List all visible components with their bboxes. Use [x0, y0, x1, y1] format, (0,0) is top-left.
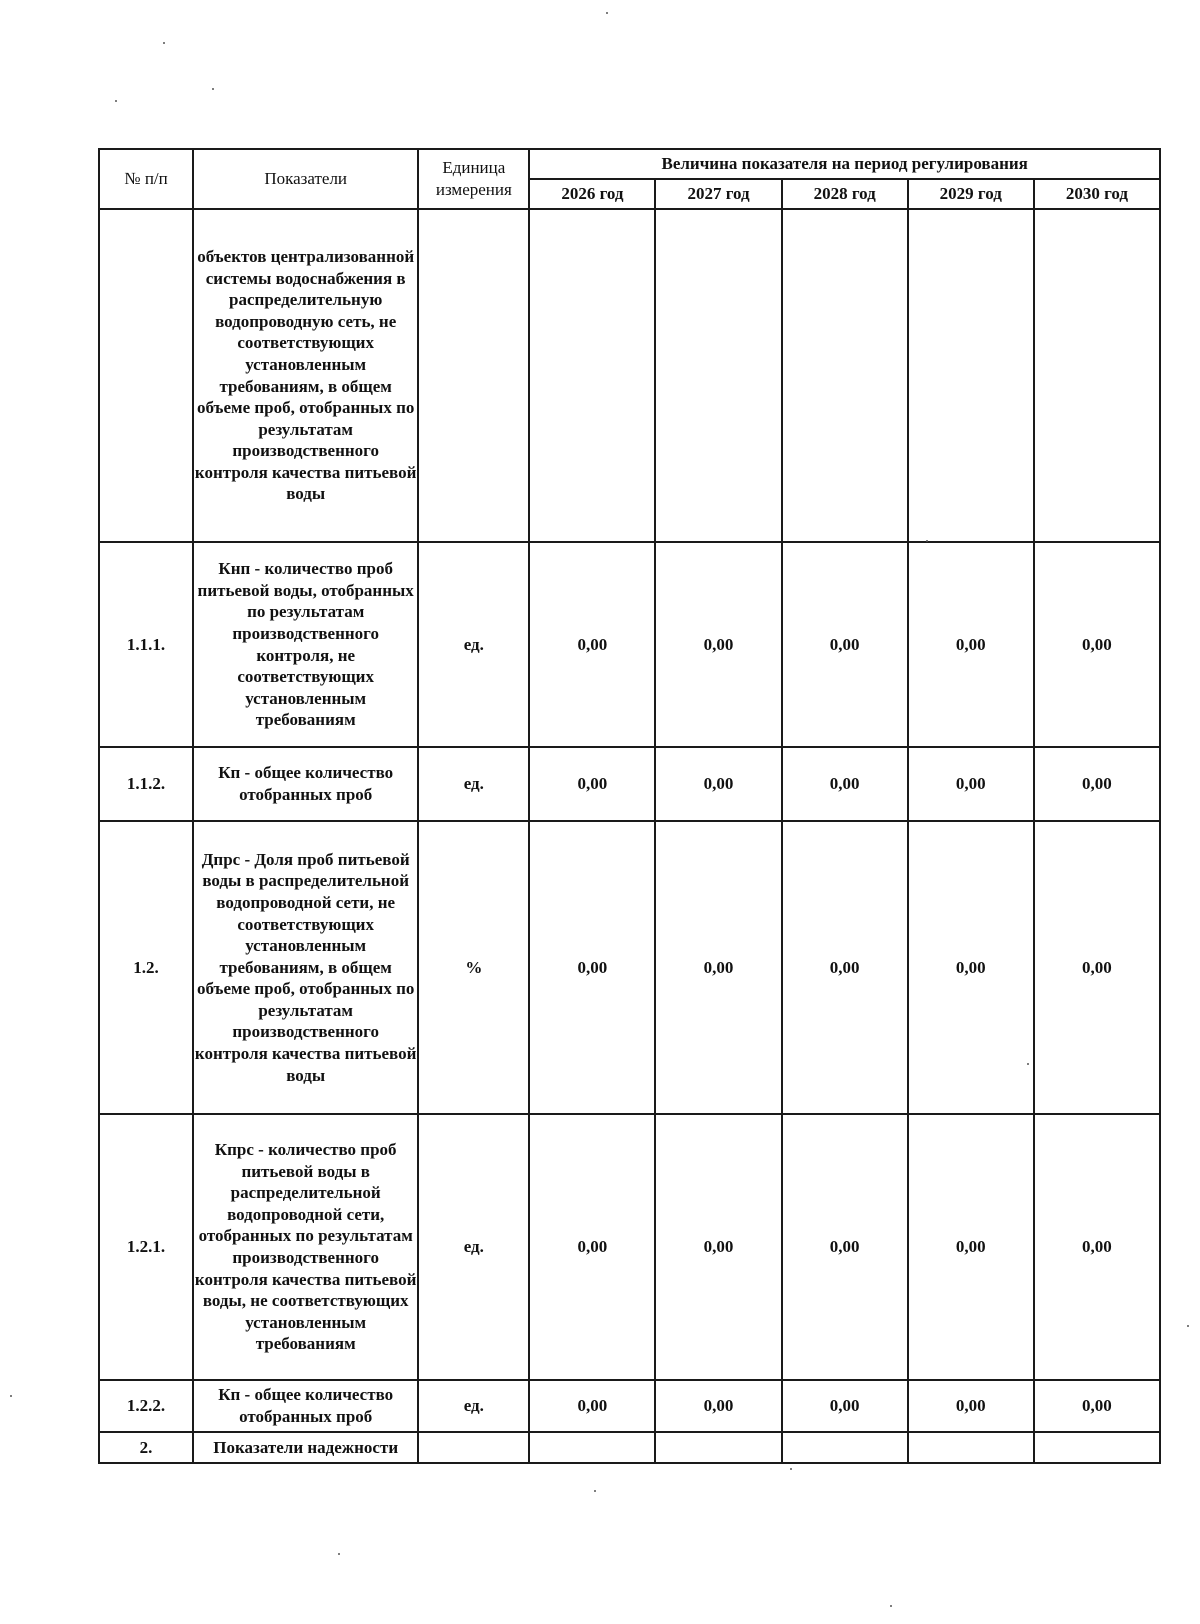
row-number [99, 209, 193, 542]
value-cell: 0,00 [1034, 1114, 1160, 1380]
unit-cell: ед. [418, 542, 529, 747]
value-cell: 0,00 [529, 542, 655, 747]
table-row [99, 542, 1160, 747]
value-cell: 0,00 [782, 747, 908, 821]
row-number: 2. [99, 1432, 193, 1463]
scan-speck [212, 88, 214, 90]
value-cell: 0,00 [655, 542, 781, 747]
value-cell: 0,00 [782, 821, 908, 1114]
indicator-name: объектов централизованной системы водоснабжения в распределительную водопроводную сеть, не соответствующих установленным требованиям, в общем объеме проб, отобранных по результатам производственного контроля качества питьевой воды [193, 209, 418, 542]
scan-speck [594, 1490, 596, 1492]
indicator-name: Кнп - количество проб питьевой воды, отобранных по результатам производственного контроля, не соответствующих установленным требованиям [193, 542, 418, 747]
value-cell [1034, 1432, 1160, 1463]
indicator-name: Показатели надежности [193, 1432, 418, 1463]
table-row [99, 1114, 1160, 1380]
indicator-name: Кпрс - количество проб питьевой воды в распределительной водопроводной сети, отобранных по результатам производственного контроля качества питьевой воды, не соответствующих установленным требованиям [193, 1114, 418, 1380]
row-number: 1.2. [99, 821, 193, 1114]
unit-cell: ед. [418, 1380, 529, 1432]
table-row [99, 1432, 1160, 1463]
value-cell: 0,00 [655, 1114, 781, 1380]
unit-cell [418, 1432, 529, 1463]
unit-cell: ед. [418, 747, 529, 821]
scan-speck [890, 1605, 892, 1607]
value-cell: 0,00 [1034, 747, 1160, 821]
scan-speck [1187, 1325, 1189, 1327]
header-year: 2030 год [1034, 179, 1160, 209]
value-cell: 0,00 [908, 821, 1034, 1114]
unit-cell: ед. [418, 1114, 529, 1380]
value-cell: 0,00 [655, 821, 781, 1114]
row-number: 1.2.1. [99, 1114, 193, 1380]
scan-speck [115, 100, 117, 102]
row-number: 1.2.2. [99, 1380, 193, 1432]
value-cell: 0,00 [1034, 1380, 1160, 1432]
header-year: 2026 год [529, 179, 655, 209]
header-unit: Единица измерения [418, 149, 529, 209]
scan-speck [10, 1395, 12, 1397]
value-cell: 0,00 [908, 1380, 1034, 1432]
value-cell: 0,00 [529, 747, 655, 821]
value-cell [1034, 209, 1160, 542]
table-row [99, 1380, 1160, 1432]
value-cell: 0,00 [529, 1114, 655, 1380]
value-cell: 0,00 [782, 542, 908, 747]
value-cell [655, 1432, 781, 1463]
value-cell: 0,00 [1034, 821, 1160, 1114]
unit-cell [418, 209, 529, 542]
value-cell: 0,00 [782, 1380, 908, 1432]
scan-speck [163, 42, 165, 44]
table-row [99, 209, 1160, 542]
value-cell [529, 209, 655, 542]
row-number: 1.1.1. [99, 542, 193, 747]
table-row [99, 821, 1160, 1114]
value-cell [782, 1432, 908, 1463]
value-cell: 0,00 [908, 542, 1034, 747]
indicator-name: Дпрс - Доля проб питьевой воды в распределительной водопроводной сети, не соответствующих установленным требованиям, в общем объеме проб, отобранных по результатам производственного контроля качества питьевой воды [193, 821, 418, 1114]
value-cell: 0,00 [529, 821, 655, 1114]
table-row [99, 747, 1160, 821]
unit-cell: % [418, 821, 529, 1114]
scan-speck [926, 540, 928, 542]
scan-speck [790, 1468, 792, 1470]
value-cell: 0,00 [908, 1114, 1034, 1380]
scan-speck [606, 12, 608, 14]
header-year: 2028 год [782, 179, 908, 209]
indicator-name: Кп - общее количество отобранных проб [193, 747, 418, 821]
header-year: 2027 год [655, 179, 781, 209]
header-period: Величина показателя на период регулирования [529, 149, 1160, 179]
value-cell: 0,00 [908, 747, 1034, 821]
value-cell: 0,00 [655, 1380, 781, 1432]
header-year: 2029 год [908, 179, 1034, 209]
indicators-table [98, 148, 1161, 1464]
header-row-top [99, 149, 1160, 179]
indicator-name: Кп - общее количество отобранных проб [193, 1380, 418, 1432]
row-number: 1.1.2. [99, 747, 193, 821]
value-cell [908, 1432, 1034, 1463]
value-cell: 0,00 [655, 747, 781, 821]
scan-speck [1027, 1063, 1029, 1065]
value-cell: 0,00 [1034, 542, 1160, 747]
value-cell [655, 209, 781, 542]
header-num: № п/п [99, 149, 193, 209]
value-cell: 0,00 [529, 1380, 655, 1432]
value-cell [908, 209, 1034, 542]
value-cell: 0,00 [782, 1114, 908, 1380]
value-cell [782, 209, 908, 542]
value-cell [529, 1432, 655, 1463]
header-indicator: Показатели [193, 149, 418, 209]
scan-speck [338, 1553, 340, 1555]
